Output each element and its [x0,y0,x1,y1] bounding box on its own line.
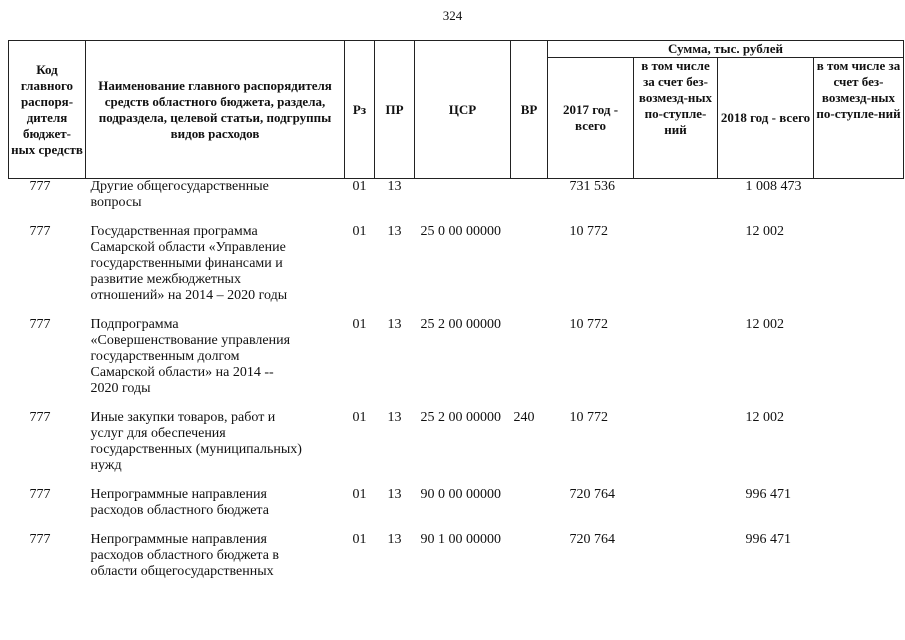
row-code: 777 [29,487,51,502]
row-2018-incl [814,410,904,487]
row-name: Подпрограмма «Совершенствование управления государственным долгом Самарской области» на 2014 -- 2020 годы [90,317,291,396]
row-2017-incl [634,179,718,225]
row-2018-total: 12 002 [745,317,784,332]
table-row [9,487,904,532]
row-rz: 01 [352,317,367,332]
row-vr: 240 [513,410,535,425]
row-csr: 25 0 00 00000 [420,224,501,239]
row-2018-incl [814,532,904,593]
table-row [9,317,904,410]
row-2018-incl [814,179,904,225]
row-csr [415,179,511,225]
row-vr [511,317,548,410]
row-2018-incl [814,317,904,410]
page-number: 324 [442,8,463,23]
header-2018-incl: в том числе за счет без-возмезд-ных по-ступле-ний [814,58,904,179]
header-name: Наименование главного распорядителя средств областного бюджета, раздела, подраздела, целевой статьи, подгруппы видов расходов [86,41,345,179]
row-2018-total: 996 471 [745,532,791,547]
row-name: Другие общегосударственные вопросы [90,179,269,210]
row-pr: 13 [387,487,402,502]
row-rz: 01 [352,179,367,194]
row-code: 777 [29,224,51,239]
table-row [9,532,904,593]
row-csr: 25 2 00 00000 [420,317,501,332]
row-code: 777 [29,179,51,194]
header-code: Код главного распоря-дителя бюджет-ных средств [9,41,86,179]
row-code: 777 [29,410,51,425]
row-csr: 90 1 00 00000 [420,532,501,547]
row-rz: 01 [352,224,367,239]
row-vr [511,179,548,225]
row-pr: 13 [387,179,402,194]
row-pr: 13 [387,532,402,547]
header-2017-total: 2017 год - всего [548,58,634,179]
row-code: 777 [29,532,51,547]
header-vr: ВР [511,41,548,179]
row-rz: 01 [352,532,367,547]
header-sum: Сумма, тыс. рублей [548,41,904,58]
row-2017-total: 10 772 [569,410,608,425]
row-2017-total: 720 764 [569,487,615,502]
row-2017-incl [634,487,718,532]
row-name: Иные закупки товаров, работ и услуг для обеспечения государственных (муниципальных) нужд [90,410,302,473]
row-pr: 13 [387,224,402,239]
row-2017-total: 720 764 [569,532,615,547]
row-vr [511,487,548,532]
header-pr: ПР [375,41,415,179]
row-vr [511,224,548,317]
row-2017-incl [634,532,718,593]
table-header [9,41,904,179]
row-2017-total: 731 536 [569,179,615,194]
row-2018-total: 12 002 [745,410,784,425]
row-pr: 13 [387,410,402,425]
row-rz: 01 [352,410,367,425]
row-2017-total: 10 772 [569,224,608,239]
row-2017-incl [634,317,718,410]
row-2018-incl [814,487,904,532]
row-2017-total: 10 772 [569,317,608,332]
row-name: Непрограммные направления расходов областного бюджета в области общегосударственных [90,532,280,579]
table-row [9,224,904,317]
row-code: 777 [29,317,51,332]
header-rz: Рз [345,41,375,179]
row-csr: 90 0 00 00000 [420,487,501,502]
header-2017-incl: в том числе за счет без-возмезд-ных по-ступле-ний [634,58,718,179]
budget-table [8,40,904,593]
header-2018-total: 2018 год - всего [718,58,814,179]
row-rz: 01 [352,487,367,502]
table-body [9,179,904,594]
table-row [9,410,904,487]
row-2018-total: 996 471 [745,487,791,502]
row-2018-total: 1 008 473 [745,179,802,194]
header-csr: ЦСР [415,41,511,179]
row-name: Государственная программа Самарской области «Управление государственными финансами и развитие межбюджетных отношений» на 2014 – 2020 годы [90,224,288,303]
row-2017-incl [634,410,718,487]
row-2018-total: 12 002 [745,224,784,239]
row-pr: 13 [387,317,402,332]
row-2017-incl [634,224,718,317]
row-csr: 25 2 00 00000 [420,410,501,425]
table-row [9,179,904,225]
row-name: Непрограммные направления расходов областного бюджета [90,487,269,518]
row-vr [511,532,548,593]
row-2018-incl [814,224,904,317]
